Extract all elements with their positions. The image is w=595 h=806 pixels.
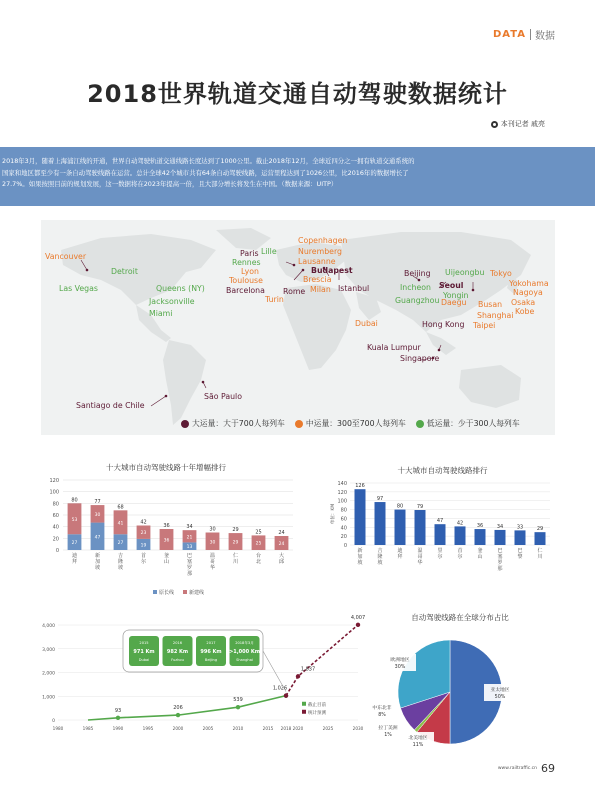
x-tick-label: 拜 [71, 559, 78, 565]
map-city-label: Incheon [400, 283, 431, 292]
map-city-label: Rome [283, 287, 306, 296]
page-footer [498, 762, 555, 775]
y-tick-label: 60 [52, 513, 59, 519]
bar-total-label: 80 [71, 497, 78, 504]
bar-segment-label: 21 [186, 535, 193, 541]
legend-label: 大运量：大于700人每列车 [192, 419, 285, 428]
section-divider [530, 29, 531, 40]
map-city-label: Paris [240, 249, 259, 258]
map-city-label: Brescia [303, 275, 332, 284]
y-tick-label: 0 [52, 719, 55, 724]
x-tick-label: 迪 [71, 553, 78, 559]
page-number: 69 [541, 762, 555, 775]
bar-value-label: 47 [436, 518, 444, 525]
x-tick-label: 新 [94, 553, 101, 559]
callout-year: 2016 [172, 641, 183, 645]
bar-value-label: 36 [476, 523, 484, 530]
pie-label-name: 亚太地区 [490, 688, 510, 693]
callout-year: 2015 [139, 641, 149, 645]
legend-item-high [181, 418, 285, 429]
bar-value-label: 34 [496, 523, 504, 530]
x-tick-label: 华 [417, 560, 423, 566]
x-tick-label: 隆 [377, 554, 383, 560]
x-tick-label: 哥 [417, 554, 423, 560]
chart-growth-stacked-bar [41, 472, 301, 612]
bar-total-label: 24 [278, 530, 285, 536]
data-point [284, 693, 288, 697]
y-tick-label: 2,000 [42, 671, 55, 677]
legend-label: 原长线 [159, 590, 175, 596]
map-city-label: Guangzhou [395, 296, 440, 305]
bar-total-label: 68 [117, 504, 124, 511]
pie-label-value: 50% [494, 695, 506, 700]
legend-label: 新建线 [189, 590, 205, 596]
bar-segment-label: 19 [140, 543, 147, 549]
x-tick-label: 邱 [278, 559, 285, 565]
map-city-label: São Paulo [204, 392, 242, 401]
bar-total-label: 36 [163, 523, 170, 529]
callout-city: Shanghai [236, 658, 253, 662]
x-tick-label: 首 [457, 548, 463, 554]
map-city-label: Miami [149, 309, 173, 318]
x-tick-label: 2025 [322, 726, 334, 731]
bar-segment-label: 29 [232, 540, 239, 546]
bar-segment-label: 25 [255, 541, 262, 547]
bar [355, 489, 366, 545]
callout-km: >1,000 Km [229, 649, 260, 655]
legend-swatch-icon [302, 702, 306, 706]
bar-segment-label: 36 [163, 538, 170, 544]
legend-swatch-icon [416, 420, 424, 428]
bar-value-label: 33 [516, 524, 524, 531]
x-tick-label: 里 [437, 548, 443, 554]
bar-segment-label: 30 [209, 540, 216, 546]
bar [375, 502, 386, 545]
bar-segment-label: 41 [117, 521, 124, 527]
map-city-label: Yongin [443, 291, 469, 300]
x-tick-label: 1995 [142, 726, 154, 731]
x-tick-label: 山 [163, 559, 170, 565]
data-label: 539 [233, 697, 243, 704]
map-city-label: Barcelona [226, 286, 265, 295]
y-tick-label: 20 [52, 536, 59, 543]
footer-url: www.railtraffic.cn [497, 766, 537, 771]
callout-km: 971 Km [133, 649, 155, 655]
y-tick-label: 120 [337, 489, 347, 496]
map-city-label: Toulouse [229, 276, 263, 285]
pie-label-name: 拉丁美洲 [378, 726, 398, 731]
x-tick-label: 尔 [140, 559, 147, 565]
chart-global-share-pie [360, 622, 560, 762]
legend-swatch-icon [153, 590, 157, 594]
x-tick-label: 隆 [117, 559, 124, 565]
x-tick-label: 新 [357, 548, 363, 554]
bar-total-label: 30 [209, 526, 216, 533]
x-tick-label: 釜 [163, 553, 170, 559]
x-tick-label: 山 [477, 554, 483, 560]
data-point [116, 716, 120, 720]
bar-value-label: 97 [376, 496, 384, 503]
bar-segment-label: 27 [71, 541, 78, 547]
map-city-label: Yokohama [509, 279, 549, 288]
map-city-label: Lille [261, 247, 277, 256]
x-tick-label: 温 [417, 548, 423, 554]
x-tick-label: 仁 [537, 548, 543, 554]
chart-total-length-line [36, 615, 366, 750]
x-tick-label: 罗 [497, 560, 503, 566]
map-legend [181, 418, 520, 429]
chart2-title: 十大城市自动驾驶线路排行 [397, 466, 488, 475]
y-tick-label: 1,000 [42, 695, 55, 701]
x-tick-label: 拜 [397, 554, 403, 560]
x-tick-label: 2005 [202, 726, 214, 731]
x-tick-label: 2030 [352, 726, 364, 731]
bar [495, 530, 506, 545]
bar-total-label: 25 [255, 529, 262, 536]
map-city-label: Nuremberg [298, 247, 342, 256]
y-tick-label: 140 [337, 481, 347, 487]
x-tick-label: 台 [255, 553, 262, 559]
x-tick-label: 1990 [112, 726, 124, 731]
legend-label: 统计预测 [308, 710, 326, 716]
map-city-label: Hong Kong [422, 320, 465, 329]
pie-label-name: 欧洲地区 [390, 658, 410, 663]
x-tick-label: 坡 [94, 565, 101, 571]
x-tick-label: 川 [232, 559, 239, 565]
x-tick-label: 2015 [262, 726, 274, 731]
map-city-label: Osaka [511, 298, 536, 307]
world-map [41, 220, 555, 435]
section-header [493, 27, 555, 42]
x-tick-label: 塞 [186, 559, 193, 565]
data-point [176, 713, 180, 717]
bar [435, 524, 446, 545]
section-label-en: DATA [492, 29, 526, 40]
pie-label-value: 30% [394, 665, 406, 670]
x-tick-label: 2010 [232, 726, 244, 731]
bar-value-label: 29 [536, 526, 544, 533]
data-label: 1,026 [272, 685, 288, 692]
map-city-label: Istanbul [338, 284, 370, 293]
legend-label: 截止目前 [308, 702, 326, 708]
page-title: 2018世界轨道交通自动驾驶数据统计 [87, 80, 508, 108]
bar-segment-label: 30 [94, 512, 101, 518]
map-city-label: Daegu [441, 298, 467, 307]
legend-label: 低运量：少于300人每列车 [426, 419, 520, 428]
bar-segment-label: 27 [117, 541, 124, 547]
legend-swatch-icon [181, 420, 189, 428]
y-tick-label: 80 [340, 507, 347, 514]
data-label: 4,007 [350, 615, 366, 621]
bar [515, 530, 526, 545]
legend-item-mid [295, 418, 406, 429]
intro-line: 2018年3月，随着上海浦江线的开通，世界自动驾驶轨道交通线路长度达到了1000公里。截止2018年12月，全球近四分之一拥有轨道交通系统的 [2, 157, 415, 165]
map-city-label: Vancouver [45, 252, 87, 261]
map-city-label: Nagoya [513, 288, 543, 297]
y-tick-label: 100 [337, 498, 347, 505]
bar [475, 529, 486, 545]
chart-length-bar [328, 475, 558, 585]
map-city-label: Copenhagen [298, 236, 348, 245]
series-line [286, 625, 358, 696]
legend-label: 中运量：300至700人每列车 [305, 419, 406, 428]
x-tick-label: 塞 [497, 554, 503, 560]
y-tick-label: 40 [340, 525, 347, 532]
x-tick-label: 尔 [437, 554, 443, 560]
y-tick-label: 100 [49, 489, 59, 496]
chart4-title: 自动驾驶线路在全球分布占比 [411, 613, 509, 622]
map-city-label: Detroit [111, 267, 138, 276]
bar-segment-label: 47 [94, 535, 101, 541]
map-city-label: Milan [310, 285, 331, 294]
x-tick-label: 黎 [517, 554, 523, 560]
bar-total-label: 77 [94, 499, 101, 506]
bar [455, 526, 466, 545]
intro-paragraph [0, 147, 595, 206]
x-tick-label: 温 [209, 553, 216, 559]
map-city-label: Seoul [439, 281, 464, 290]
map-city-label: Lyon [241, 267, 259, 276]
y-axis-label: 单位：KM [331, 503, 336, 525]
intro-line: 国家和地区都至少有一条自动驾驶线路在运营。总计全球42个城市共有64条自动驾驶线路，运营里程达到了1026公里，比2016年的数据增长了 [2, 168, 409, 177]
x-tick-label: 加 [357, 554, 363, 560]
legend-swatch-icon [183, 590, 187, 594]
bar [415, 510, 426, 545]
x-tick-label: 巴 [517, 548, 523, 554]
x-tick-label: 1980 [52, 726, 64, 731]
legend-swatch-icon [295, 420, 303, 428]
bar-segment-label: 13 [186, 545, 193, 551]
x-tick-label: 那 [186, 571, 193, 577]
bar [535, 532, 546, 545]
bar-segment-label: 23 [140, 531, 147, 537]
map-city-label: Lausanne [298, 257, 336, 266]
pie-label-value: 11% [412, 743, 424, 748]
y-tick-label: 0 [343, 543, 347, 549]
bar-value-label: 42 [456, 520, 464, 527]
data-label: 206 [173, 705, 183, 712]
x-tick-label: 1985 [82, 726, 94, 731]
x-tick-label: 巴 [497, 548, 503, 554]
x-tick-label: 吉 [117, 553, 124, 559]
x-tick-label: 川 [537, 554, 543, 560]
data-point [296, 674, 300, 678]
callout-km: 982 Km [166, 649, 189, 655]
map-city-label: Budapest [311, 266, 353, 275]
map-city-label: Rennes [232, 258, 261, 267]
section-label-zh: 数据 [535, 31, 555, 42]
x-tick-label: 那 [497, 566, 503, 572]
x-tick-label: 坡 [117, 565, 124, 571]
map-city-label: Shanghai [477, 311, 514, 320]
map-city-label: Taipei [473, 321, 496, 330]
map-city-label: Beijing [404, 269, 431, 278]
legend-item-low [416, 418, 520, 429]
callout-city: Fuzhou [171, 658, 184, 662]
y-tick-label: 120 [49, 478, 59, 484]
callout-year: 2017 [206, 641, 216, 645]
y-tick-label: 60 [340, 516, 347, 523]
bar-total-label: 34 [186, 524, 193, 531]
x-tick-label: 哥 [209, 559, 216, 565]
bar [395, 510, 406, 545]
bar-value-label: 80 [396, 503, 404, 510]
byline-text: 本刊记者 戚亮 [500, 120, 545, 128]
x-tick-label: 尔 [457, 554, 463, 560]
x-tick-label: 首 [140, 553, 147, 559]
map-city-label: Singapore [400, 354, 440, 363]
y-tick-label: 20 [340, 534, 347, 541]
chart1-title: 十大城市自动驾驶线路十年增幅排行 [106, 463, 226, 472]
byline-bullet-icon [491, 121, 498, 128]
x-tick-label: 吉 [377, 548, 383, 554]
callout-km: 996 Km [200, 649, 222, 655]
y-tick-label: 3,000 [42, 647, 55, 653]
map-city-label: Las Vegas [59, 284, 98, 293]
byline [491, 119, 545, 129]
map-city-label: Busan [478, 300, 503, 309]
pie-label-value: 1% [384, 733, 392, 738]
map-city-label: Uijeongbu [445, 268, 485, 277]
map-city-label: Queens (NY) [156, 284, 205, 293]
map-city-label: Tokyo [490, 269, 512, 278]
y-tick-label: 40 [52, 524, 59, 531]
map-city-label: Dubai [355, 319, 378, 328]
x-tick-label: 华 [209, 565, 216, 571]
bar-segment-label: 24 [278, 542, 285, 547]
x-tick-label: 北 [255, 559, 262, 565]
pie-label-value: 8% [378, 713, 386, 718]
y-tick-label: 4,000 [42, 624, 55, 629]
intro-line: 27.7%。如果按照目前的规划发展，这一数据将在2023年提高一倍，且大部分增长将发生在中国。（数据来源：UITP） [2, 180, 338, 188]
bar-total-label: 42 [140, 519, 147, 526]
bar-segment-label: 53 [71, 517, 78, 523]
map-city-label: Kobe [515, 307, 535, 316]
x-tick-label: 2000 [172, 726, 184, 731]
legend-swatch-icon [302, 710, 306, 714]
bar-value-label: 79 [416, 504, 424, 511]
callout-city: Dubai [138, 658, 150, 662]
callout-year: 2018年3月 [235, 641, 254, 645]
y-tick-label: 0 [55, 548, 59, 554]
data-point [236, 705, 240, 709]
x-tick-label: 罗 [186, 565, 193, 571]
map-city-label: Kuala Lumpur [367, 343, 421, 352]
data-label: 1,837 [300, 666, 316, 673]
map-city-label: Turin [265, 295, 284, 304]
x-tick-label: 2018 [280, 726, 292, 731]
bar-value-label: 126 [355, 483, 365, 490]
x-tick-label: 釜 [477, 548, 483, 554]
x-tick-label: 2020 [292, 726, 304, 731]
map-city-label: Santiago de Chile [76, 401, 145, 410]
x-tick-label: 坡 [357, 560, 363, 566]
x-tick-label: 大 [278, 553, 285, 559]
pie-label-name: 中东北非 [372, 706, 392, 711]
bar-total-label: 29 [232, 527, 239, 534]
x-tick-label: 坡 [377, 560, 383, 566]
x-tick-label: 加 [94, 559, 101, 565]
x-tick-label: 巴 [186, 553, 193, 559]
map-city-label: Jacksonville [149, 297, 195, 306]
x-tick-label: 迪 [397, 548, 403, 554]
x-tick-label: 仁 [232, 553, 239, 559]
pie-label-name: 北美地区 [408, 736, 428, 741]
callout-city: Beijing [204, 658, 218, 662]
data-label: 93 [114, 707, 122, 714]
y-tick-label: 80 [52, 501, 59, 508]
